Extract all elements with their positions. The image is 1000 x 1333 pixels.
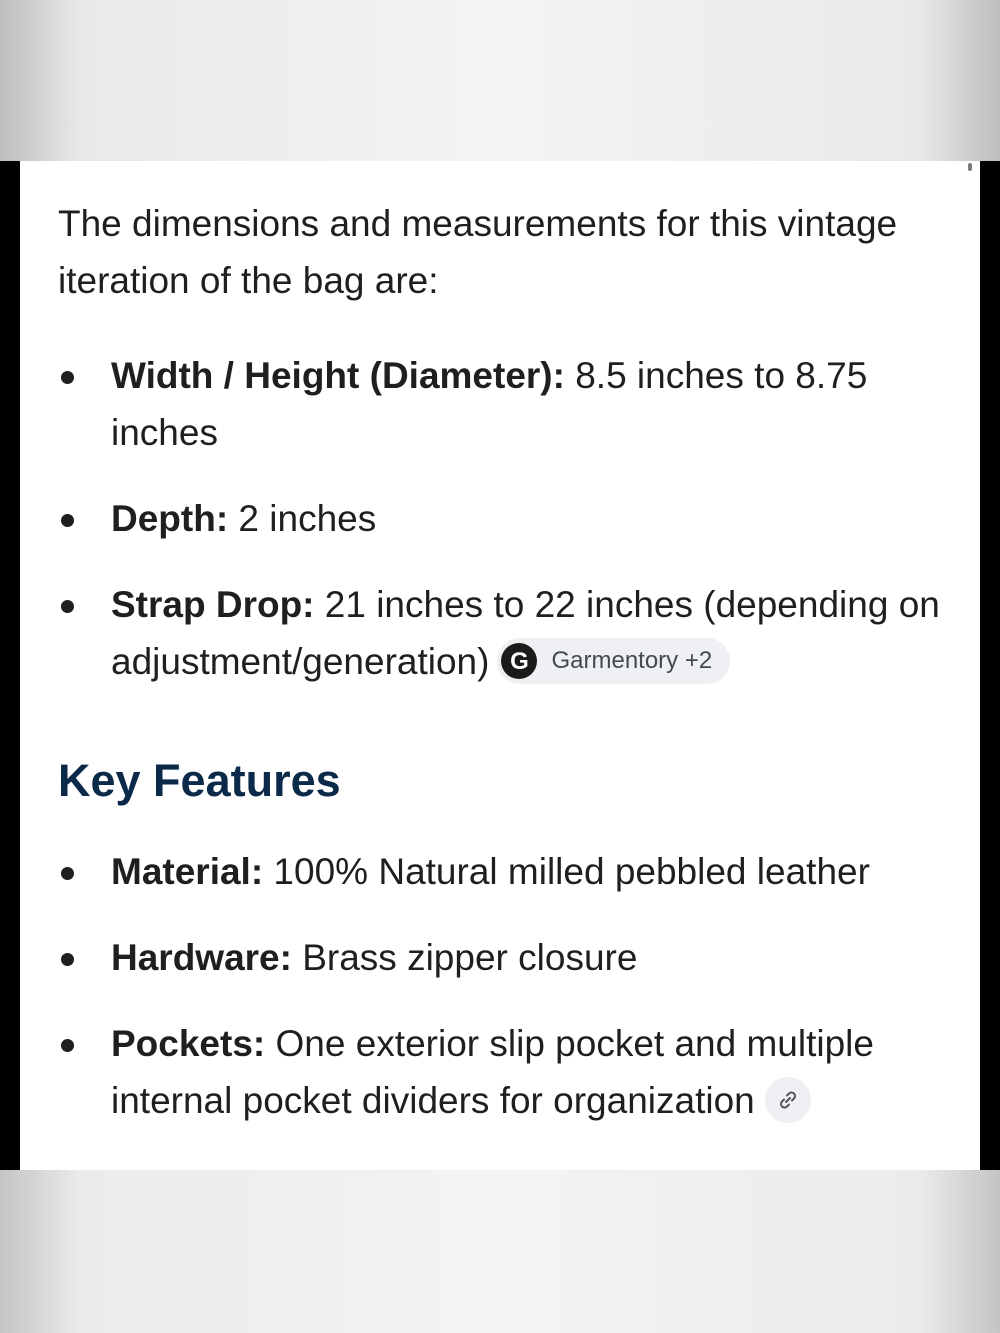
link-chip[interactable] <box>765 1077 811 1123</box>
item-value: 100% Natural milled pebbled leather <box>263 851 870 892</box>
item-value: 8.5 inches to 8.75 inches <box>111 355 868 453</box>
list-item-text <box>111 347 951 461</box>
response-panel <box>20 161 980 1170</box>
list-item-text <box>111 576 951 690</box>
item-value: One exterior slip pocket and multiple internal pocket dividers for organization <box>111 1023 874 1121</box>
item-label: Hardware: <box>111 937 292 978</box>
item-value: 21 inches to 22 inches (depending on adjustment/generation) <box>111 584 940 682</box>
item-label: Strap Drop: <box>111 584 315 625</box>
list-item-text <box>111 490 951 547</box>
list-item-text <box>111 1015 951 1129</box>
item-value: Brass zipper closure <box>291 937 638 978</box>
bullet-dot <box>61 953 74 966</box>
item-label: Width / Height (Diameter): <box>111 355 565 396</box>
bottom-frame <box>0 1170 1000 1333</box>
item-value: 2 inches <box>228 498 377 539</box>
bullet-dot <box>61 600 74 613</box>
garmentory-logo-icon: G <box>501 643 537 679</box>
source-chip[interactable] <box>497 638 730 684</box>
bullet-dot <box>61 1039 74 1052</box>
bullet-dot <box>61 371 74 384</box>
list-item-text <box>111 843 951 900</box>
item-label: Depth: <box>111 498 229 539</box>
section-heading: Key Features <box>58 755 341 806</box>
source-chip-label: Garmentory +2 <box>551 647 713 675</box>
scrollbar-thumb[interactable] <box>968 163 972 171</box>
bullet-dot <box>61 514 74 527</box>
bullet-dot <box>61 867 74 880</box>
item-label: Pockets: <box>111 1023 266 1064</box>
item-label: Material: <box>111 851 264 892</box>
intro-paragraph: The dimensions and measurements for this vintage iteration of the bag are: <box>58 203 898 301</box>
list-item-text <box>111 929 951 986</box>
link-icon <box>776 1088 800 1112</box>
top-frame <box>0 0 1000 161</box>
